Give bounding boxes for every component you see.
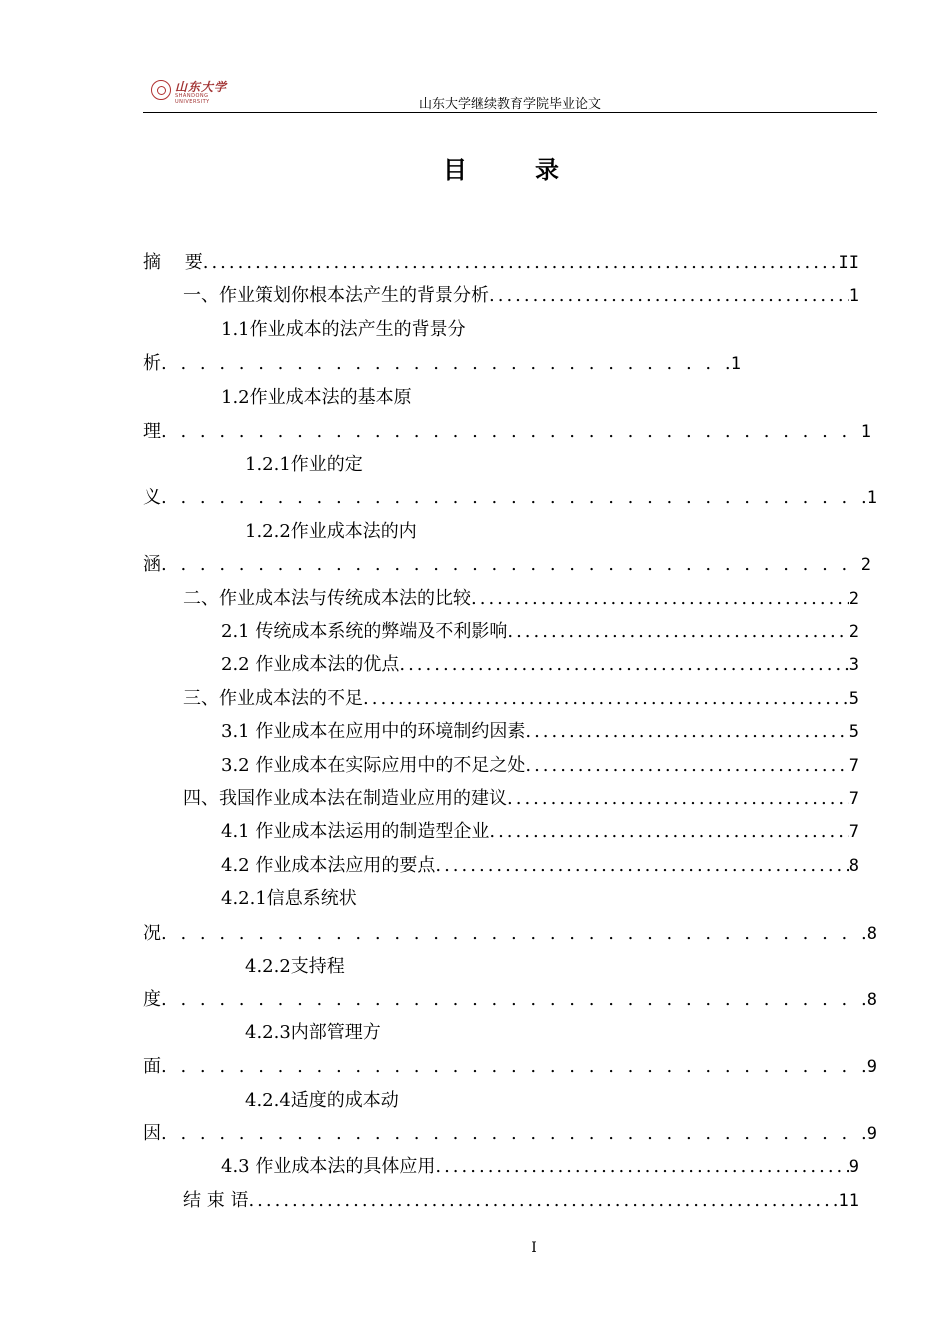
toc-leader-dots [435, 1154, 848, 1180]
toc-entry[interactable] [183, 586, 859, 612]
toc-leader-dots [161, 351, 731, 377]
toc-entry-label: 理 [143, 421, 161, 442]
toc-entry-label: 4.3 作业成本法的具体应用 [221, 1156, 436, 1177]
toc-entry[interactable] [143, 351, 741, 377]
toc-entry-page: II [838, 253, 859, 273]
toc-entry-label-line1[interactable]: 1.2.1作业的定 [245, 454, 363, 475]
toc-entry-page: 9 [848, 1157, 859, 1177]
toc-leader-dots [161, 485, 867, 511]
toc-entry-page: 11 [838, 1191, 859, 1211]
toc-entry-label: 涵 [143, 554, 161, 575]
toc-entry-label: 义 [143, 487, 161, 508]
toc-entry-page: 1 [866, 488, 877, 508]
header-title: 山东大学继续教育学院毕业论文 [418, 97, 601, 112]
toc-leader-dots [363, 686, 849, 712]
toc-leader-dots [399, 652, 848, 678]
page-header [143, 76, 877, 114]
toc-leader-dots [525, 719, 848, 745]
toc-leader-dots [161, 921, 867, 947]
page-title: 目 录 [443, 155, 581, 184]
toc-entry[interactable] [143, 1121, 877, 1147]
toc-entry[interactable] [183, 283, 859, 309]
footer-page-number: I [531, 1240, 537, 1256]
toc-entry-page: 7 [848, 756, 859, 776]
toc-entry-page: 8 [866, 990, 877, 1010]
logo-english: SHANDONG UNIVERSITY [175, 93, 210, 105]
toc-entry-label: 2.2 作业成本法的优点 [221, 654, 400, 675]
toc-entry-page: 9 [866, 1124, 877, 1144]
toc-entry-label: 因 [143, 1123, 161, 1144]
toc-entry[interactable] [221, 719, 859, 745]
toc-entry-label: 三、作业成本法的不足 [183, 688, 363, 709]
toc-entry-label-line1[interactable]: 1.2.2作业成本法的内 [245, 521, 417, 542]
toc-entry[interactable] [221, 753, 859, 779]
toc-entry-label-line1[interactable]: 4.2.4适度的成本动 [245, 1090, 399, 1111]
toc-leader-dots [507, 786, 849, 812]
toc-entry-label: 析 [143, 353, 161, 374]
toc-entry-label: 4.2 作业成本法应用的要点 [221, 855, 436, 876]
toc-entry[interactable] [183, 686, 859, 712]
toc-entry[interactable] [221, 652, 859, 678]
toc-entry-label: 二、作业成本法与传统成本法的比较 [183, 588, 471, 609]
toc-entry[interactable] [143, 485, 877, 511]
toc-leader-dots [489, 819, 848, 845]
toc-entry-label: 四、我国作业成本法在制造业应用的建议 [183, 788, 507, 809]
toc-leader-dots [489, 283, 849, 309]
toc-entry[interactable] [221, 819, 859, 845]
toc-leader-dots [525, 753, 848, 779]
toc-entry-page: 5 [848, 689, 859, 709]
toc-entry-page: 1 [848, 286, 859, 306]
toc-entry-page: 7 [848, 822, 859, 842]
toc-entry-label: 2.1 传统成本系统的弊端及不利影响 [221, 621, 508, 642]
toc-entry-label-line1[interactable]: 4.2.1信息系统状 [221, 888, 357, 909]
toc-entry-label-line1[interactable]: 1.1作业成本的法产生的背景分 [221, 319, 466, 340]
toc-entry-page: 1 [730, 354, 741, 374]
toc-entry-label-line1[interactable]: 4.2.3内部管理方 [245, 1022, 381, 1043]
toc-leader-dots [161, 987, 867, 1013]
toc-entry-label: 3.1 作业成本在应用中的环境制约因素 [221, 721, 526, 742]
logo-script: 山东大学 [175, 80, 228, 94]
toc-entry-label: 度 [143, 989, 161, 1010]
toc-entry[interactable] [143, 921, 877, 947]
toc-leader-dots [161, 419, 861, 445]
toc-entry-label-line1[interactable]: 1.2作业成本法的基本原 [221, 387, 412, 408]
toc-leader-dots [507, 619, 848, 645]
toc-entry[interactable] [221, 853, 859, 879]
toc-entry-label: 结 束 语 [183, 1190, 249, 1211]
toc-entry-label-line1[interactable]: 4.2.2支持程 [245, 956, 345, 977]
toc-entry-page: 1 [860, 422, 871, 442]
header-rule [143, 112, 877, 113]
toc-leader-dots [248, 1188, 838, 1214]
toc-leader-dots [471, 586, 849, 612]
toc-entry-page: 8 [866, 924, 877, 944]
toc-entry[interactable] [143, 1054, 877, 1080]
toc-leader-dots [161, 552, 861, 578]
toc-entry-label: 面 [143, 1056, 161, 1077]
toc-entry-page: 3 [848, 655, 859, 675]
toc-entry-page: 2 [848, 589, 859, 609]
toc-entry[interactable] [221, 619, 859, 645]
toc-entry-page: 7 [848, 789, 859, 809]
toc-entry[interactable] [143, 250, 859, 276]
toc-leader-dots [203, 250, 839, 276]
toc-entry-page: 2 [860, 555, 871, 575]
toc-entry[interactable] [221, 1154, 859, 1180]
toc-entry[interactable] [143, 552, 871, 578]
toc-entry-label: 4.1 作业成本法运用的制造型企业 [221, 821, 490, 842]
toc-entry[interactable] [143, 419, 871, 445]
toc-entry[interactable] [183, 786, 859, 812]
toc-entry[interactable] [183, 1188, 859, 1214]
toc-entry-label: 摘 要 [143, 252, 203, 273]
toc-entry-page: 2 [848, 622, 859, 642]
toc-entry-page: 5 [848, 722, 859, 742]
toc-entry-label: 3.2 作业成本在实际应用中的不足之处 [221, 755, 526, 776]
toc-leader-dots [161, 1054, 867, 1080]
toc-leader-dots [435, 853, 848, 879]
toc-entry-page: 8 [848, 856, 859, 876]
toc-entry-page: 9 [866, 1057, 877, 1077]
toc-entry-label: 况 [143, 923, 161, 944]
toc-leader-dots [161, 1121, 867, 1147]
toc-entry-label: 一、作业策划你根本法产生的背景分析 [183, 285, 489, 306]
toc-entry[interactable] [143, 987, 877, 1013]
